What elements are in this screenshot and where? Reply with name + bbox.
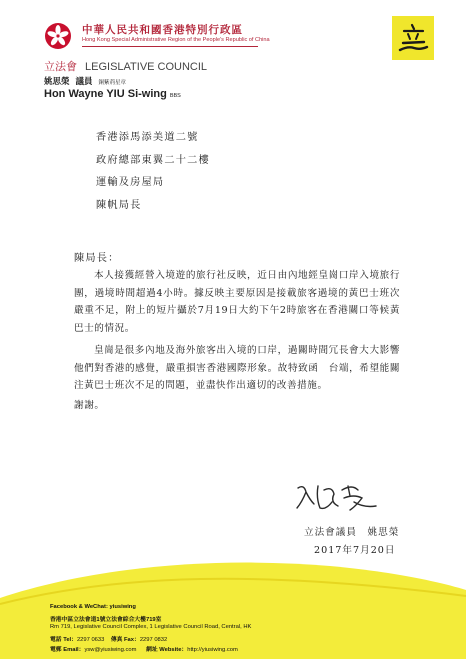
recipient-address-line1: 香港添馬添美道二號 (96, 132, 199, 143)
recipient-department: 運輸及房屋局 (96, 177, 165, 188)
header-divider (82, 46, 258, 47)
government-title-english: Hong Kong Special Administrative Region of the People's Republic of China (82, 37, 270, 43)
body-paragraph-2: 皇崗是很多內地及海外旅客出入境的口岸，過關時間冗長會大大影響他們對香港的感覺，嚴重損害香港國際形象。故特致函 台端，希望能關注黃巴士班次不足的問題，並盡快作出適切的改善措施。 (74, 345, 400, 391)
recipient-name: 陳帆局長 (96, 200, 142, 211)
member-name-english-line (44, 88, 181, 100)
member-name-chinese-line (44, 75, 126, 87)
member-name-chinese: 姚思榮 (44, 77, 70, 87)
tel-number: 2297 0633 (76, 637, 105, 643)
closing-thanks: 謝謝。 (74, 400, 105, 411)
body-paragraph-1: 本人接獲經營入境遊的旅行社反映，近日由內地經皇崗口岸入境旅行團，過境時間超過4小時。據反映主要原因是接載旅客過境的黃巴士班次嚴重不足，附上的短片攝於7月19日大約下午2時旅客在香港關口等候黃巴士的情況。 (74, 270, 400, 334)
website-url: http://yiusiwing.com (187, 647, 238, 653)
footer-email-web (50, 644, 238, 653)
member-bbs: BBS (169, 93, 181, 99)
member-name-english: Hon Wayne YIU Si-wing (44, 88, 167, 100)
email-label: 電郵 Email： (50, 647, 85, 653)
fax-label: 傳真 Fax： (110, 637, 140, 643)
letter-date: 2017年7月20日 (314, 545, 396, 556)
footer-address-chinese: 香港中區立法會道1號立法會綜合大樓719室 (50, 617, 162, 623)
footer-social: Facebook & WeChat: yiusiwing (50, 604, 136, 610)
government-title-chinese: 中華人民共和國香港特別行政區 (82, 24, 243, 36)
handwritten-signature (292, 480, 382, 514)
council-title-chinese: 立法會 (44, 60, 77, 73)
member-role: 議員 (75, 77, 93, 87)
website-label: 網址 Website： (146, 647, 188, 653)
council-title-english: LEGISLATIVE COUNCIL (85, 61, 208, 73)
footer-phone-fax (50, 634, 167, 643)
fax-number: 2297 0832 (139, 637, 168, 643)
member-logo (392, 16, 434, 60)
recipient-address-line2: 政府總部東翼二十二樓 (96, 155, 210, 166)
council-title (44, 58, 207, 74)
salutation: 陳局長： (74, 253, 120, 264)
footer-address-english: Rm 719, Legislative Council Complex, 1 Legislative Council Road, Central, HK (50, 624, 252, 630)
member-honour: 銅紫荊星章 (98, 80, 127, 86)
signature-title: 立法會議員 姚思榮 (304, 527, 400, 538)
hksar-emblem-icon (44, 22, 72, 50)
tel-label: 電話 Tel： (50, 637, 77, 643)
email-address: ysw@yiusiwing.com (84, 647, 137, 653)
member-logo-icon (396, 22, 430, 54)
